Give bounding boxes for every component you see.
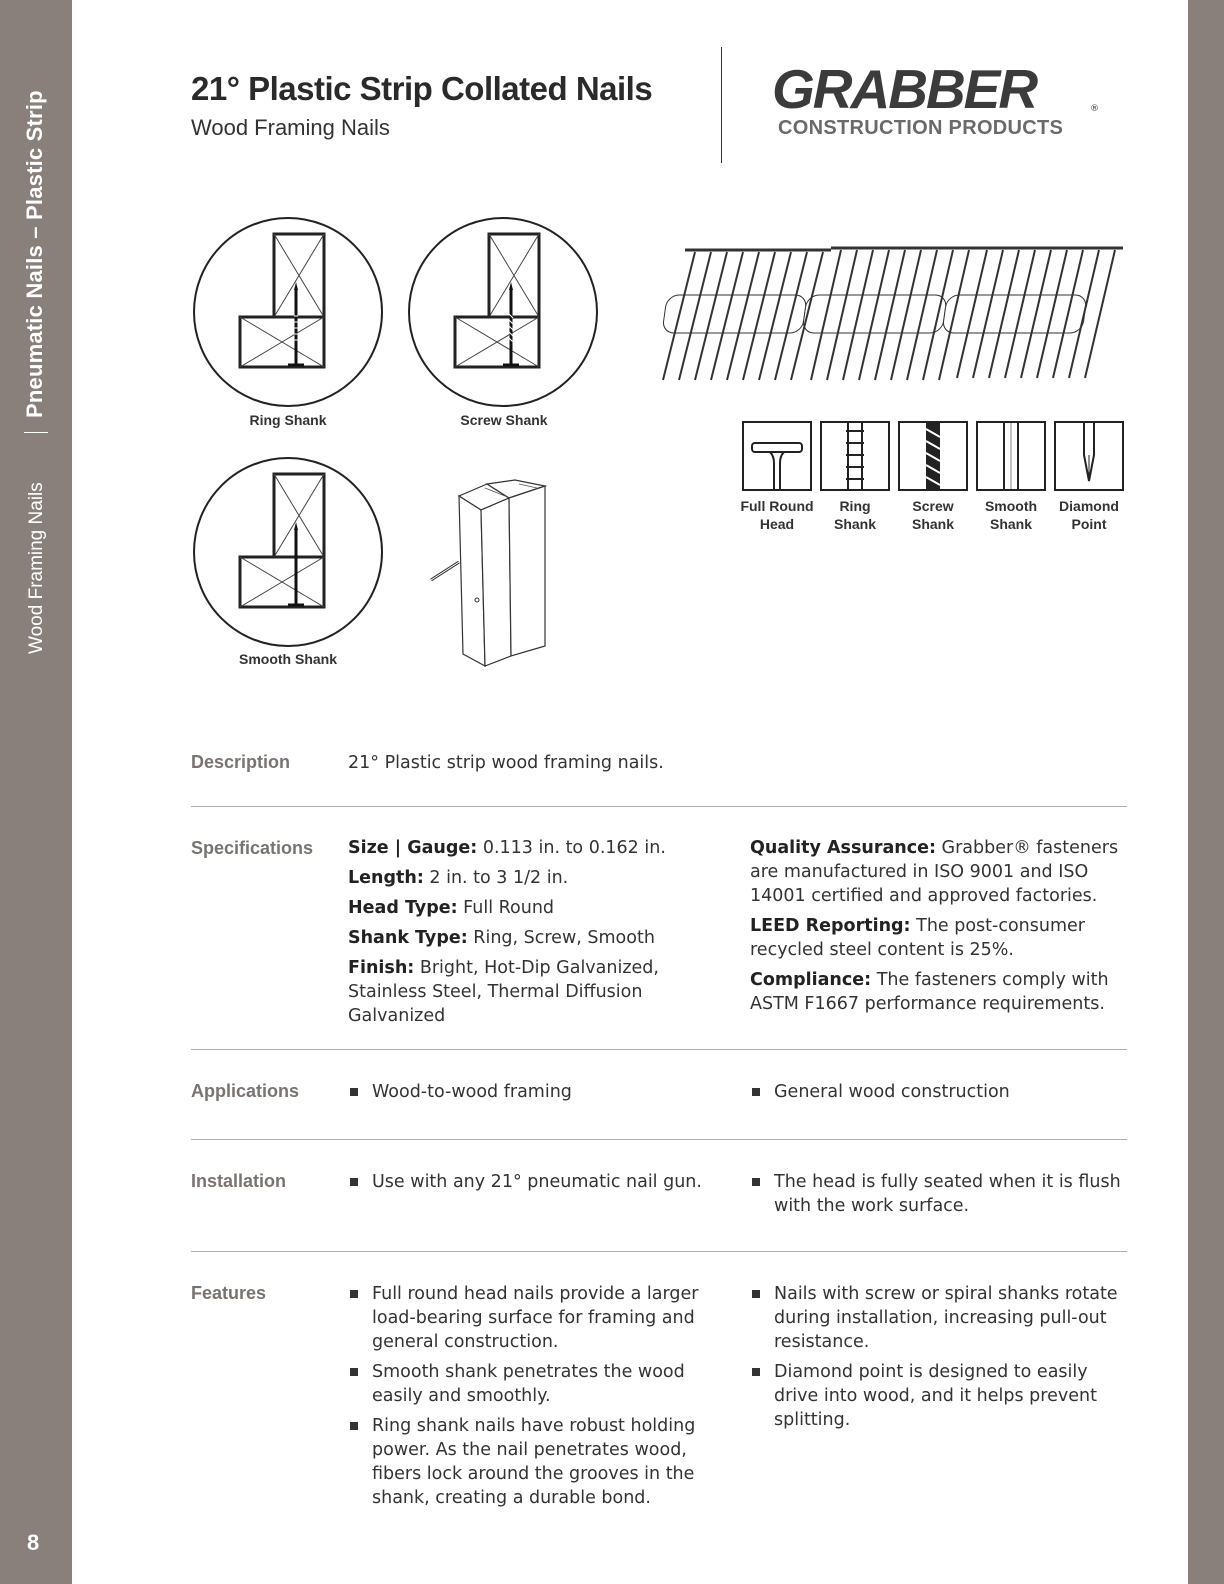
brand-logo: GRABBER: [772, 58, 1037, 120]
specifications-left: [348, 836, 733, 1034]
sidebar-divider: [24, 432, 48, 433]
logo-registered-mark: ®: [1090, 104, 1099, 114]
sidebar-subcategory: Wood Framing Nails: [26, 482, 47, 654]
applications-right: [750, 1080, 1130, 1110]
page-number: 8: [27, 1530, 40, 1555]
section-divider: [191, 1251, 1127, 1252]
diamond-point-icon-label: Diamond Point: [1059, 498, 1119, 532]
features-right: [750, 1282, 1130, 1438]
smooth-shank-icon-label: Smooth Shank: [984, 498, 1038, 532]
collated-nail-strips: [655, 240, 1130, 390]
screw-shank-icon: [898, 421, 968, 491]
logo-tagline: CONSTRUCTION PRODUCTS: [778, 117, 1064, 139]
list-item: Ring shank nails have robust holding power. As the nail penetrates wood, fibers lock around the grooves in the shank, creating a durable bond.: [348, 1414, 728, 1510]
smooth-shank-icon: [976, 421, 1046, 491]
screw-shank-diagram: [407, 216, 599, 408]
list-item: Smooth shank penetrates the wood easily and smoothly.: [348, 1360, 728, 1408]
smooth-shank-label: Smooth Shank: [238, 651, 337, 667]
section-divider: [191, 806, 1127, 807]
specifications-right: [750, 836, 1130, 1022]
list-item: Use with any 21° pneumatic nail gun.: [348, 1170, 728, 1194]
features-label: Features: [191, 1283, 267, 1303]
spec-finish: Finish: Bright, Hot-Dip Galvanized, Stainless Steel, Thermal Diffusion Galvanized: [348, 958, 659, 1026]
list-item: General wood construction: [750, 1080, 1130, 1104]
studs-toenail-illustration: [425, 476, 555, 676]
installation-left: [348, 1170, 728, 1200]
full-round-head-label: Full Round Head: [740, 498, 814, 532]
applications-left: [348, 1080, 728, 1110]
full-round-head-icon: [742, 421, 812, 491]
section-divider: [191, 1049, 1127, 1050]
specifications-label: Specifications: [191, 838, 314, 858]
spec-shank-type: Shank Type: Ring, Screw, Smooth: [348, 928, 655, 948]
spec-size-gauge: Size | Gauge: 0.113 in. to 0.162 in.: [348, 838, 666, 858]
header-divider: [721, 47, 722, 163]
screw-shank-icon-label: Screw Shank: [911, 498, 954, 532]
smooth-shank-diagram: [192, 456, 384, 648]
list-item: Nails with screw or spiral shanks rotate during installation, increasing pull-out resistance.: [750, 1282, 1130, 1354]
right-sidebar: [1188, 0, 1224, 1584]
ring-shank-label: Ring Shank: [249, 412, 327, 428]
ring-shank-icon-label: Ring Shank: [833, 498, 876, 532]
section-divider: [191, 1139, 1127, 1140]
ring-shank-diagram: [192, 216, 384, 408]
installation-label: Installation: [191, 1171, 287, 1191]
spec-compliance: Compliance: The fasteners comply with ASTM F1667 performance requirements.: [750, 970, 1109, 1014]
screw-shank-label: Screw Shank: [460, 412, 548, 428]
description-text: 21° Plastic strip wood framing nails.: [348, 753, 664, 773]
ring-shank-icon: [820, 421, 890, 491]
page-subtitle: Wood Framing Nails: [191, 115, 390, 140]
spec-quality-assurance: Quality Assurance: Grabber® fasteners are manufactured in ISO 9001 and ISO 14001 certified and approved factories.: [750, 838, 1119, 906]
installation-right: [750, 1170, 1130, 1224]
spec-head-type: Head Type: Full Round: [348, 898, 555, 918]
spec-leed-reporting: LEED Reporting: The post-consumer recycled steel content is 25%.: [750, 916, 1085, 960]
sidebar-category: Pneumatic Nails – Plastic Strip: [22, 90, 47, 418]
spec-length: Length: 2 in. to 3 1/2 in.: [348, 868, 569, 888]
list-item: Wood-to-wood framing: [348, 1080, 728, 1104]
features-left: [348, 1282, 728, 1516]
diamond-point-icon: [1054, 421, 1124, 491]
list-item: The head is fully seated when it is flush with the work surface.: [750, 1170, 1130, 1218]
description-label: Description: [191, 752, 291, 772]
applications-label: Applications: [191, 1081, 300, 1101]
list-item: Full round head nails provide a larger load-bearing surface for framing and general construction.: [348, 1282, 728, 1354]
page-title: 21° Plastic Strip Collated Nails: [191, 70, 653, 107]
list-item: Diamond point is designed to easily drive into wood, and it helps prevent splitting.: [750, 1360, 1130, 1432]
